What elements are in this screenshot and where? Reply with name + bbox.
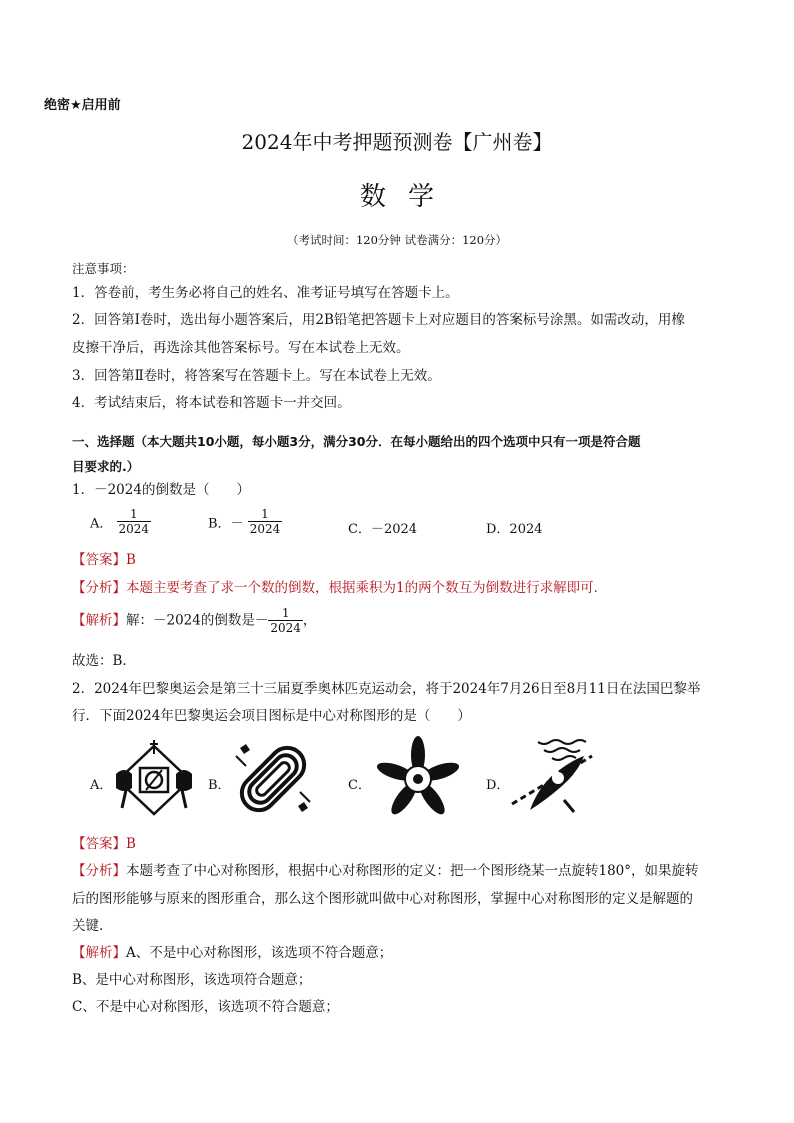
q1-option-c: C．－2024 xyxy=(348,522,418,537)
q2-solution-b: B、是中心对称图形，该选项符合题意； xyxy=(72,972,312,988)
section-heading: 一、选择题（本大题共10小题，每小题3分，满分30分．在每小题给出的四个选项中只有一项是符合题 xyxy=(72,434,641,449)
q1-solution-text: 解：－2024的倒数是－ xyxy=(126,612,269,629)
q1-option-b-fraction xyxy=(248,508,283,536)
track-icon xyxy=(232,740,314,818)
notes-heading: 注意事项： xyxy=(72,261,135,276)
fencing-icon xyxy=(110,738,198,818)
q1-solution-tag: 【解析】 xyxy=(72,612,126,629)
pinwheel-icon xyxy=(372,736,464,822)
q1-stem: 1．－2024的倒数是（ ） xyxy=(72,482,250,498)
q1-option-a-label: A． xyxy=(90,516,113,532)
q2-option-b-label: B． xyxy=(208,778,231,793)
q1-option-b-label: B．－ xyxy=(208,516,244,532)
note-2b: 皮擦干净后，再选涂其他答案标号。写在本试卷上无效。 xyxy=(72,340,410,356)
q1-option-b-num: 1 xyxy=(261,507,269,521)
q1-option-a-den: 2024 xyxy=(118,522,150,537)
q1-option-b-den: 2024 xyxy=(249,522,281,537)
q1-analysis xyxy=(72,582,607,596)
q1-option-b xyxy=(208,508,282,536)
q2-option-c-label: C． xyxy=(348,778,371,793)
q1-analysis-text: 本题主要考查了求一个数的倒数，根据乘积为1的两个数互为倒数进行求解即可． xyxy=(126,580,608,596)
q1-option-a xyxy=(90,508,151,536)
q2-analysis-line3: 关键． xyxy=(72,918,113,934)
q2-option-a-label: A． xyxy=(90,778,113,793)
q2-option-d-label: D． xyxy=(486,778,510,793)
note-3: 3．回答第Ⅱ卷时，将答案写在答题卡上。写在本试卷上无效。 xyxy=(72,368,441,384)
q1-option-d: D．2024 xyxy=(486,522,543,537)
q2-solution-tag: 【解析】 xyxy=(72,945,126,961)
secret-label: 绝密★启用前 xyxy=(44,98,121,113)
q2-solution-a xyxy=(72,947,392,961)
q2-solution-a-text: A、不是中心对称图形，该选项不符合题意； xyxy=(126,945,393,961)
q2-analysis-tag: 【分析】 xyxy=(72,863,126,879)
q1-answer: 【答案】B xyxy=(72,552,136,568)
q1-solution xyxy=(72,607,316,635)
subject-title: 数学 xyxy=(359,182,456,212)
note-4: 4．考试结束后，将本试卷和答题卡一并交回。 xyxy=(72,395,351,411)
q1-choice: 故选：B． xyxy=(72,653,136,669)
exam-title: 2024年中考押题预测卷【广州卷】 xyxy=(241,130,553,154)
time-info: （考试时间：120分钟 试卷满分：120分） xyxy=(286,233,508,247)
note-1: 1．答卷前，考生务必将自己的姓名、准考证号填写在答题卡上。 xyxy=(72,285,459,301)
q1-solution-fraction xyxy=(268,607,303,635)
q2-answer: 【答案】B xyxy=(72,836,136,852)
note-2a: 2．回答第Ⅰ卷时，选出每小题答案后，用2B铅笔把答题卡上对应题目的答案标号涂黑。如需改动，用橡 xyxy=(72,312,685,328)
section-heading-cont: 目要求的.） xyxy=(72,459,140,474)
q2-analysis-line2: 后的图形能够与原来的图形重合，那么这个图形就叫做中心对称图形，掌握中心对称图形的定义是解题的 xyxy=(72,891,693,907)
q2-stem-line1: 2．2024年巴黎奥运会是第三十三届夏季奥林匹克运动会，将于2024年7月26日至8月11日在法国巴黎举 xyxy=(72,681,701,697)
q1-option-a-num: 1 xyxy=(129,507,138,521)
q1-solution-num: 1 xyxy=(281,606,290,620)
canoe-icon xyxy=(508,738,596,820)
q2-analysis-text1: 本题考查了中心对称图形，根据中心对称图形的定义：把一个图形绕某一点旋转180°，如果旋转 xyxy=(126,863,699,879)
q2-solution-c: C、不是中心对称图形，该选项不符合题意； xyxy=(72,999,339,1015)
q2-analysis-line1 xyxy=(72,865,699,879)
q1-option-a-fraction xyxy=(117,508,152,536)
q1-analysis-tag: 【分析】 xyxy=(72,580,126,596)
q1-solution-den: 2024 xyxy=(270,621,301,636)
q1-solution-post: ， xyxy=(302,612,317,629)
q2-stem-line2: 行．下面2024年巴黎奥运会项目图标是中心对称图形的是（ ） xyxy=(72,708,471,724)
